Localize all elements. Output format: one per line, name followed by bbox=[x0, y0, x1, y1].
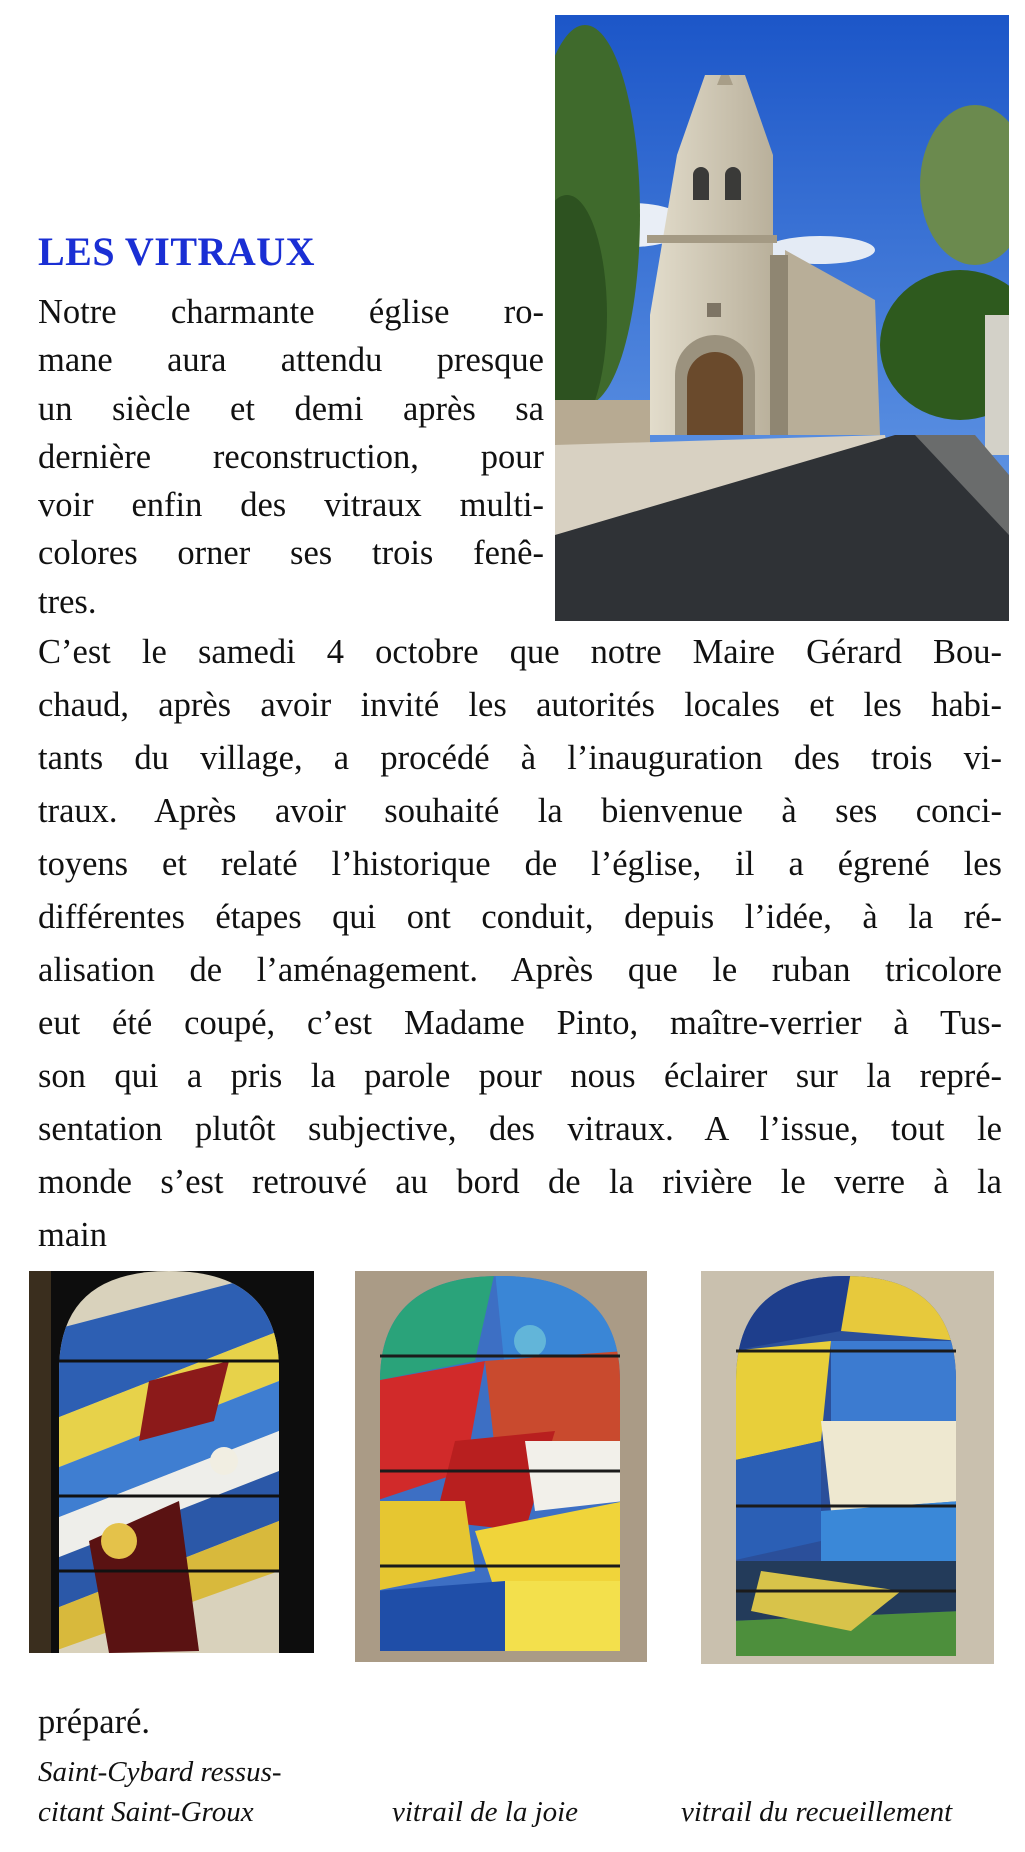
caption-joy: vitrail de la joie bbox=[392, 1796, 579, 1828]
caption-saint-cybard bbox=[38, 1752, 282, 1832]
body-paragraph bbox=[38, 626, 1002, 1262]
body-line: monde s’est retrouvé au bord de la rivière le verre à la bbox=[38, 1163, 1002, 1201]
intro-line: tres. bbox=[38, 582, 97, 621]
body-line: différentes étapes qui ont conduit, depuis l’idée, à la ré- bbox=[38, 898, 1002, 936]
intro-line: Notre charmante église ro- bbox=[38, 293, 544, 331]
intro-paragraph bbox=[38, 288, 544, 626]
body-line: alisation de l’aménagement. Après que le ruban tricolore bbox=[38, 951, 1002, 989]
body-line: traux. Après avoir souhaité la bienvenue à ses conci- bbox=[38, 792, 1002, 830]
body-line: son qui a pris la parole pour nous éclairer sur la repré- bbox=[38, 1057, 1002, 1095]
caption-contemplation: vitrail du recueillement bbox=[681, 1796, 953, 1828]
intro-line: mane aura attendu presque bbox=[38, 341, 544, 380]
body-line: main bbox=[38, 1216, 107, 1254]
stained-glass-photo-contemplation bbox=[701, 1271, 994, 1664]
intro-line: colores orner ses trois fenê- bbox=[38, 534, 544, 573]
body-line: eut été coupé, c’est Madame Pinto, maître-verrier à Tus- bbox=[38, 1004, 1002, 1042]
stained-glass-photo-saint-cybard bbox=[29, 1271, 314, 1653]
body-line: sentation plutôt subjective, des vitraux. A l’issue, tout le bbox=[38, 1110, 1002, 1148]
body-line: tants du village, a procédé à l’inauguration des trois vi- bbox=[38, 739, 1002, 777]
article-title: LES VITRAUX bbox=[38, 229, 316, 274]
intro-line: dernière reconstruction, pour bbox=[38, 437, 544, 476]
stained-glass-photo-joy bbox=[355, 1271, 647, 1662]
trailing-text: préparé. bbox=[38, 1703, 151, 1741]
body-line: C’est le samedi 4 octobre que notre Maire Gérard Bou- bbox=[38, 633, 1002, 671]
church-photo bbox=[555, 15, 1009, 621]
caption-line: citant Saint-Groux bbox=[38, 1796, 254, 1828]
body-line: toyens et relaté l’historique de l’église, il a égrené les bbox=[38, 845, 1002, 883]
intro-line: un siècle et demi après sa bbox=[38, 389, 544, 428]
body-line: chaud, après avoir invité les autorités locales et les habi- bbox=[38, 686, 1002, 724]
caption-line: Saint-Cybard ressus- bbox=[38, 1756, 282, 1788]
intro-line: voir enfin des vitraux multi- bbox=[38, 486, 544, 525]
